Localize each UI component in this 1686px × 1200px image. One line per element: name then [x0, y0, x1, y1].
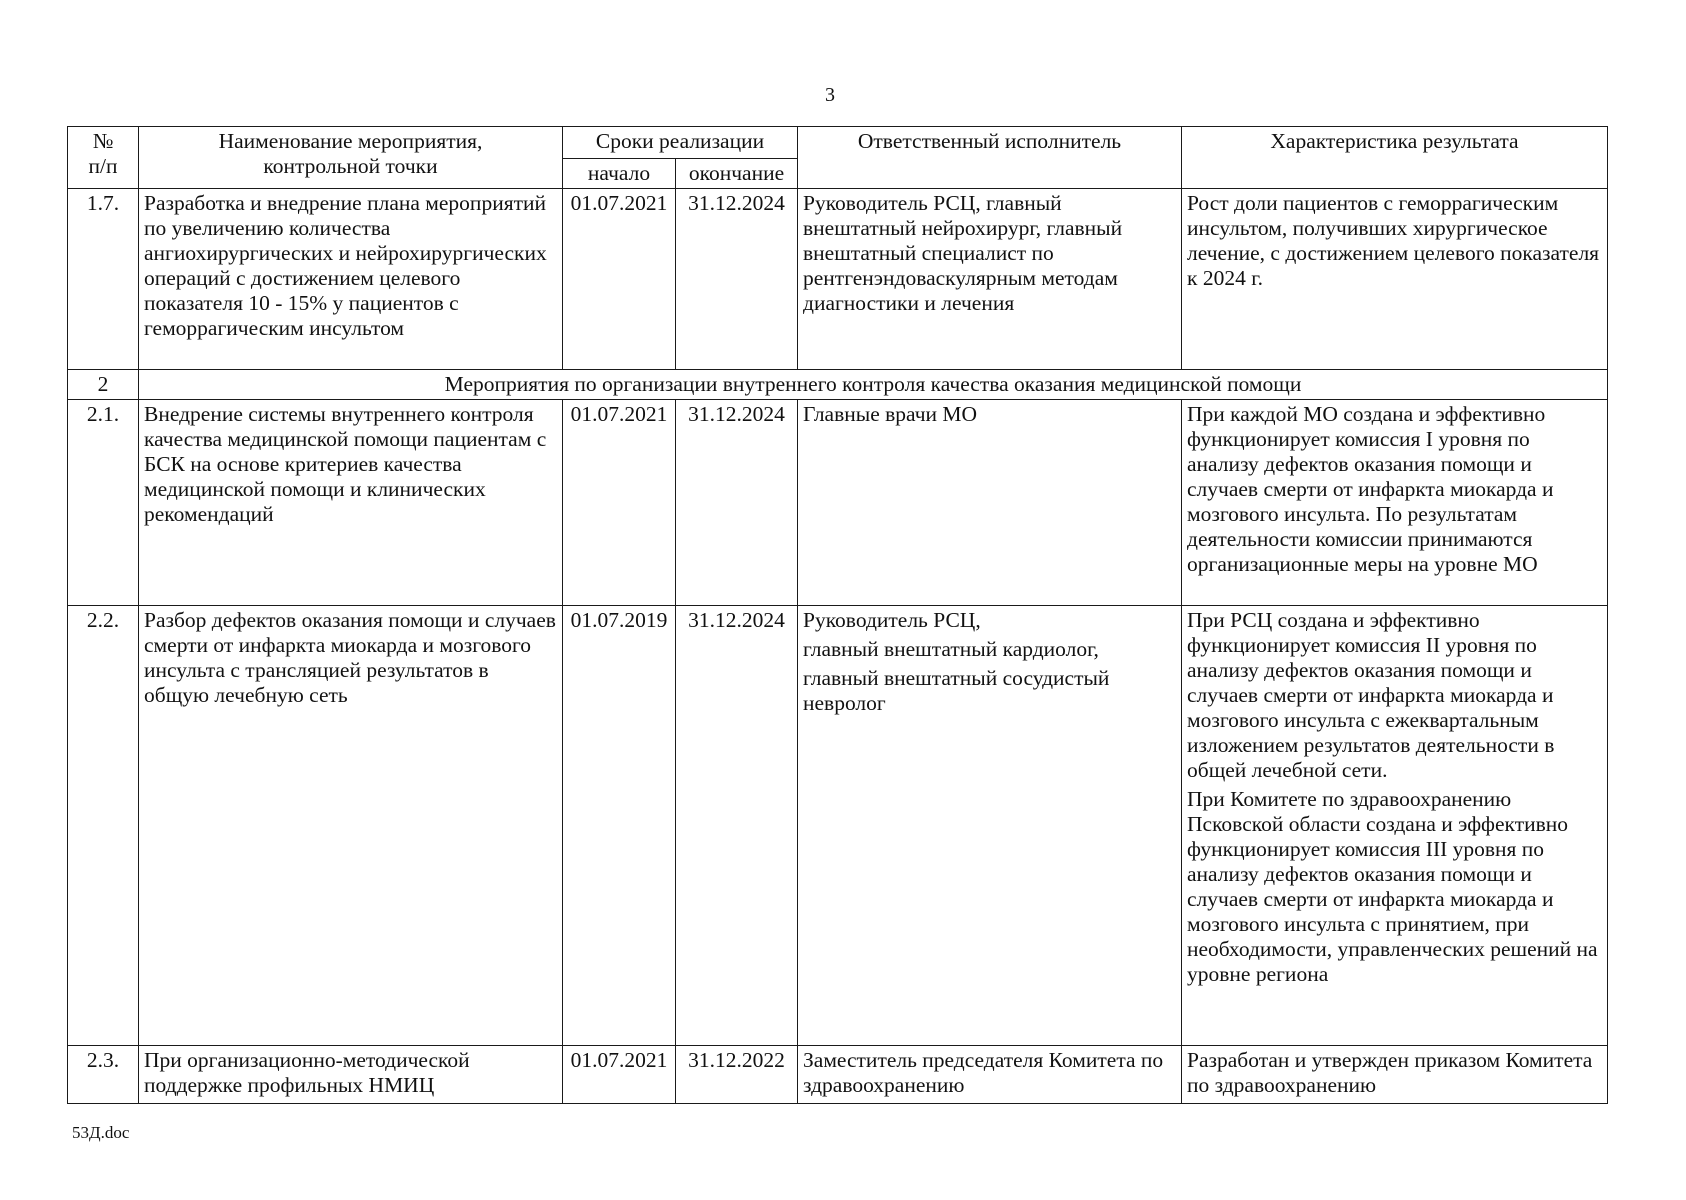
end-date: 31.12.2024: [676, 400, 798, 606]
row-number: 2.2.: [68, 606, 139, 1046]
header-start: начало: [563, 159, 676, 189]
result: Разработан и утвержден приказом Комитета по здравоохранению: [1182, 1046, 1608, 1104]
start-date: 01.07.2021: [563, 400, 676, 606]
section-row: [68, 370, 1608, 400]
result: При каждой МО создана и эффективно функционирует комиссия I уровня по анализу дефектов оказания помощи и случаев смерти от инфаркта миокарда и мозгового инсульта. По результатам деятельности комиссии принимаются организационные меры на уровне МО: [1182, 400, 1608, 606]
executor: Главные врачи МО: [798, 400, 1182, 606]
activity-name: Внедрение системы внутреннего контроля качества медицинской помощи пациентам с БСК на основе критериев качества медицинской помощи и клинических рекомендаций: [139, 400, 563, 606]
header-num: № п/п: [68, 127, 139, 189]
header-end: окончание: [676, 159, 798, 189]
start-date: 01.07.2021: [563, 1046, 676, 1104]
row-number: 2.1.: [68, 400, 139, 606]
activity-name: Разбор дефектов оказания помощи и случаев смерти от инфаркта миокарда и мозгового инсульта с трансляцией результатов в общую лечебную сеть: [139, 606, 563, 1046]
end-date: 31.12.2022: [676, 1046, 798, 1104]
table-row: [68, 189, 1608, 370]
executor: Руководитель РСЦ, главный внештатный нейрохирург, главный внештатный специалист по рентгенэндоваскулярным методам диагностики и лечения: [798, 189, 1182, 370]
table-row: [68, 606, 1608, 1046]
section-number: 2: [68, 370, 139, 400]
activity-name: При организационно-методической поддержке профильных НМИЦ: [139, 1046, 563, 1104]
page-number: 3: [825, 84, 835, 106]
row-number: 1.7.: [68, 189, 139, 370]
activity-name: Разработка и внедрение плана мероприятий по увеличению количества ангиохирургических и нейрохирургических операций с достижением целевого показателя 10 - 15% у пациентов с геморрагическим инсультом: [139, 189, 563, 370]
table-row: [68, 400, 1608, 606]
start-date: 01.07.2019: [563, 606, 676, 1046]
end-date: 31.12.2024: [676, 189, 798, 370]
header-executor: Ответственный исполнитель: [798, 127, 1182, 189]
header-name: Наименование мероприятия, контрольной точки: [139, 127, 563, 189]
end-date: 31.12.2024: [676, 606, 798, 1046]
executor: Руководитель РСЦ, главный внештатный кардиолог, главный внештатный сосудистый невролог: [798, 606, 1182, 1046]
header-result: Характеристика результата: [1182, 127, 1608, 189]
table-row: [68, 1046, 1608, 1104]
row-number: 2.3.: [68, 1046, 139, 1104]
header-terms: Сроки реализации: [563, 127, 798, 159]
start-date: 01.07.2021: [563, 189, 676, 370]
footer-filename: 53Д.doc: [72, 1123, 130, 1142]
result: Рост доли пациентов с геморрагическим инсультом, получивших хирургическое лечение, с достижением целевого показателя к 2024 г.: [1182, 189, 1608, 370]
section-title: Мероприятия по организации внутреннего контроля качества оказания медицинской помощи: [139, 370, 1608, 400]
executor: Заместитель председателя Комитета по здравоохранению: [798, 1046, 1182, 1104]
activities-table: [67, 126, 1608, 1104]
result: При РСЦ создана и эффективно функционирует комиссия II уровня по анализу дефектов оказания помощи и случаев смерти от инфаркта миокарда и мозгового инсульта с ежеквартальным изложением результатов деятельности в общей лечебной сети. При Комитете по здравоохранению Псковской области создана и эффективно функционирует комиссия III уровня по анализу дефектов оказания помощи и случаев смерти от инфаркта миокарда и мозгового инсульта с принятием, при необходимости, управленческих решений на уровне региона: [1182, 606, 1608, 1046]
